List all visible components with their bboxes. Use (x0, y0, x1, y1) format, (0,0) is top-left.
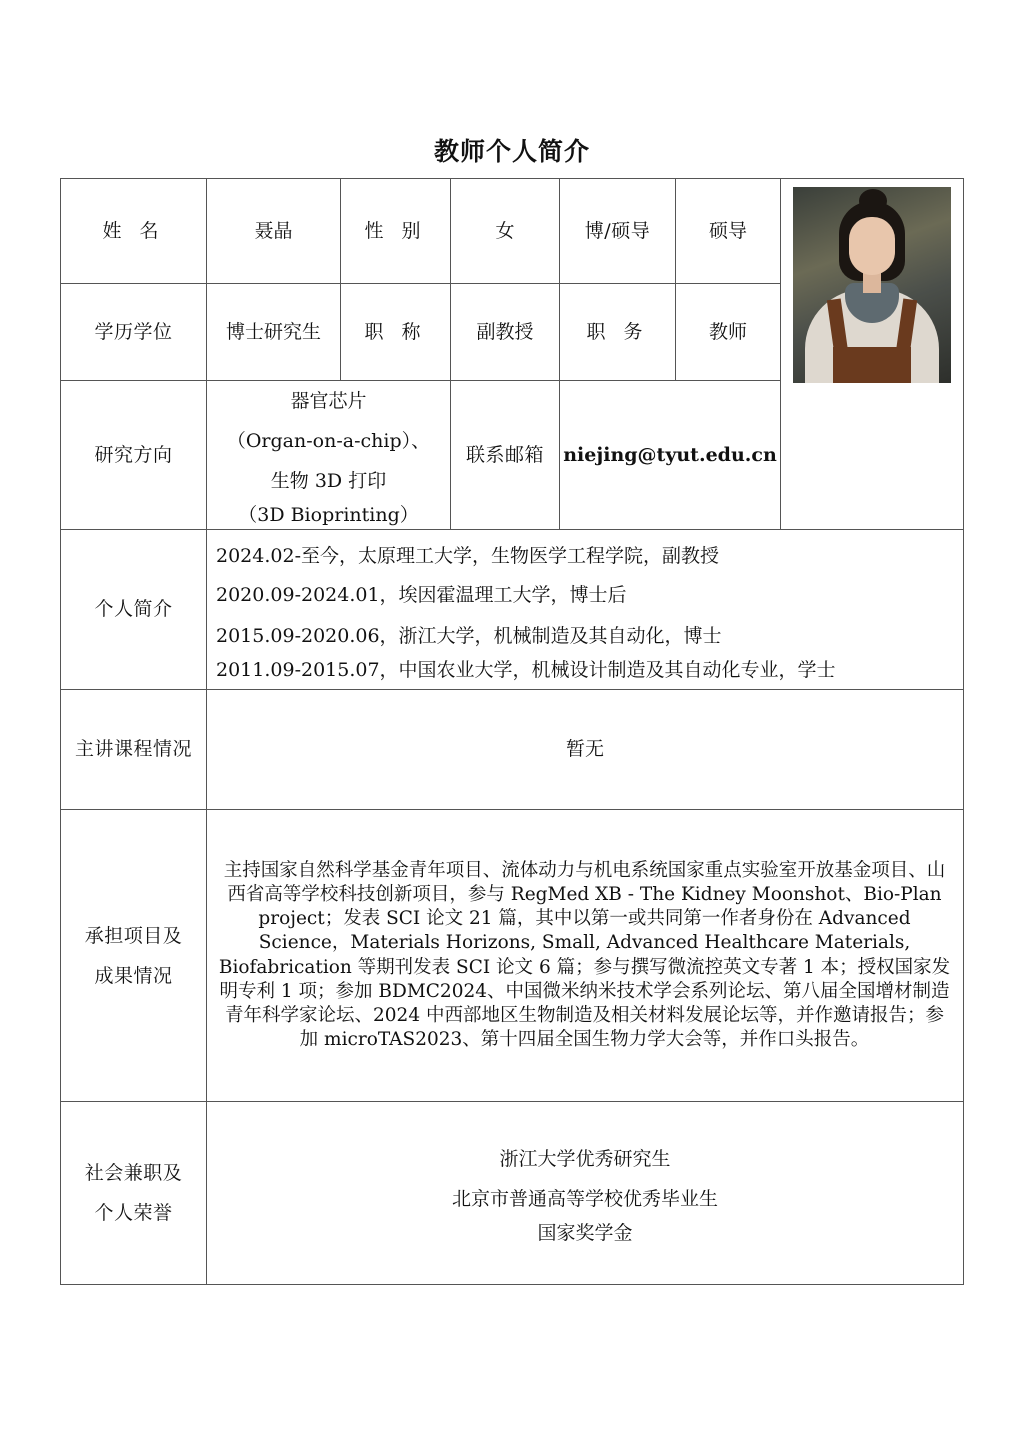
research-line: （3D Bioprinting） (238, 504, 419, 526)
honor-item: 北京市普通高等学校优秀毕业生 (451, 1188, 718, 1210)
bio-content (207, 530, 964, 690)
label-email: 联系邮箱 (451, 381, 560, 530)
label-projects-line: 成果情况 (94, 964, 173, 987)
honors-content (207, 1102, 964, 1285)
label-projects-line: 承担项目及 (84, 924, 183, 947)
value-supervisor: 硕导 (676, 179, 781, 284)
honor-item: 浙江大学优秀研究生 (499, 1148, 671, 1170)
value-education: 博士研究生 (207, 284, 341, 381)
profile-photo (793, 187, 951, 383)
bio-item: 2011.09-2015.07，中国农业大学，机械设计制造及其自动化专业，学士 (216, 659, 836, 681)
label-honors-line: 个人荣誉 (94, 1202, 173, 1224)
bio-item: 2024.02-至今，太原理工大学，生物医学工程学院，副教授 (216, 545, 719, 567)
label-honors-line: 社会兼职及 (84, 1162, 183, 1184)
label-bio: 个人简介 (61, 530, 207, 690)
research-line: （Organ-on-a-chip）、 (226, 430, 431, 452)
label-research: 研究方向 (61, 381, 207, 530)
projects-content: 主持国家自然科学基金青年项目、流体动力与机电系统国家重点实验室开放基金项目、山西省高等学校科技创新项目，参与 RegMed XB - The Kidney Moonshot、Bio-Plan project；发表 SCI 论文 21 篇，其中以第一或共同第一作者身份在 Advanced Science，Materials Horizons, Small, Advanced Healthcare Materials, Biofabrication 等期刊发表 SCI 论文 6 篇；参与撰写微流控英文专著 1 本；授权国家发明专利 1 项；参加 BDMC2024、中国微米纳米技术学会系列论坛、第八届全国增材制造青年科学家论坛、2024 中西部地区生物制造及相关材料发展论坛等，并作邀请报告；参加 microTAS2023、第十四届全国生物力学大会等，并作口头报告。 (207, 810, 964, 1102)
label-courses: 主讲课程情况 (61, 690, 207, 810)
label-position: 职 务 (560, 284, 676, 381)
value-research (207, 381, 451, 530)
research-line: 生物 3D 打印 (270, 470, 387, 492)
research-line: 器官芯片 (290, 390, 367, 412)
bio-item: 2015.09-2020.06，浙江大学，机械制造及其自动化，博士 (216, 625, 722, 647)
label-education: 学历学位 (61, 284, 207, 381)
value-email: niejing@tyut.edu.cn (560, 381, 781, 530)
bio-item: 2020.09-2024.01，埃因霍温理工大学，博士后 (216, 584, 627, 606)
page-title: 教师个人简介 (433, 137, 590, 166)
value-gender: 女 (451, 179, 560, 284)
profile-table (60, 178, 964, 1285)
value-title: 副教授 (451, 284, 560, 381)
label-gender: 性 别 (341, 179, 451, 284)
label-honors (61, 1102, 207, 1285)
value-position: 教师 (676, 284, 781, 381)
honor-item: 国家奖学金 (537, 1222, 633, 1244)
photo-cell (781, 179, 964, 530)
label-projects (61, 810, 207, 1102)
courses-value: 暂无 (207, 690, 964, 810)
label-name: 姓 名 (61, 179, 207, 284)
label-title: 职 称 (341, 284, 451, 381)
value-name: 聂晶 (207, 179, 341, 284)
label-supervisor: 博/硕导 (560, 179, 676, 284)
